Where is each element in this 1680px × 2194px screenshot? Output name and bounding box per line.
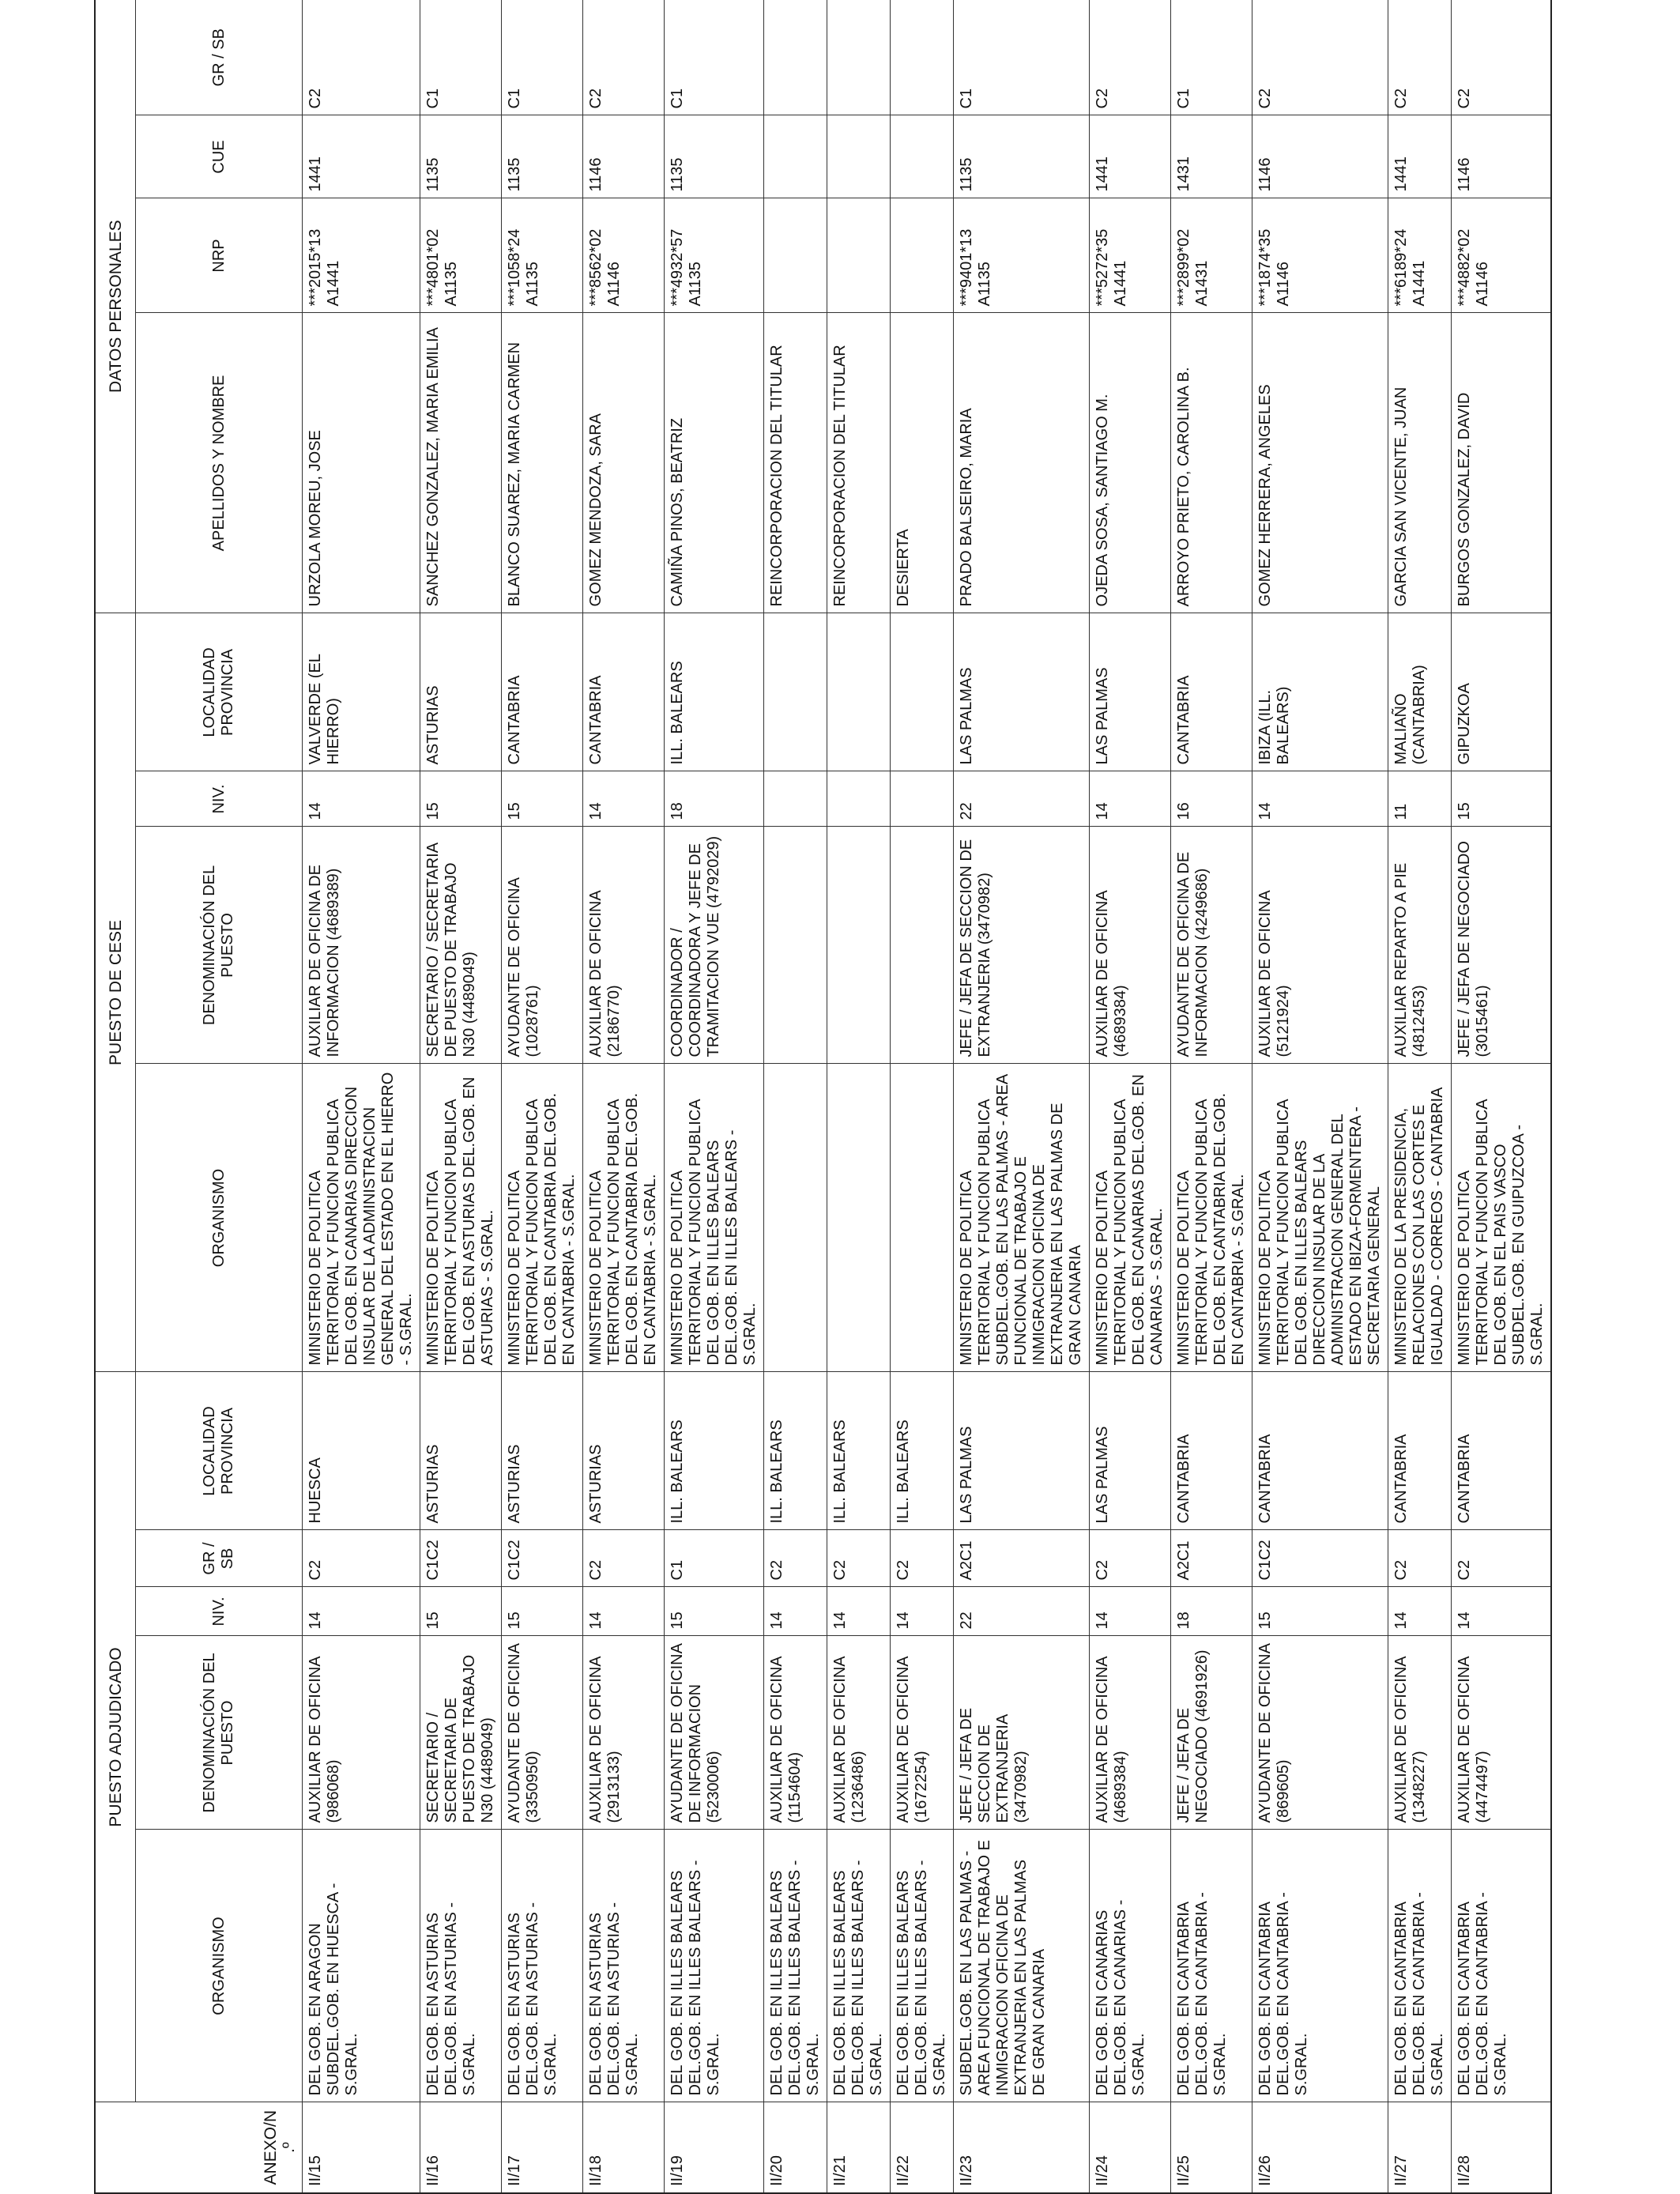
ces-organismo-cell: MINISTERIO DE POLITICA TERRITORIAL Y FUNCION PUBLICA SUBDEL.GOB. EN LAS PALMAS - AREA FUNCIONAL DE TRABAJO E INMIGRACION OFICINA DE EXTRANJERIA EN LAS PALMAS DE GRAN CANARIA bbox=[954, 1064, 1090, 1372]
cue-cell: 1135 bbox=[420, 115, 502, 198]
adj-localidad-cell: ILL. BALEARS bbox=[665, 1372, 764, 1530]
adj-niv-cell: 14 bbox=[764, 1587, 827, 1636]
adj-localidad-cell: ILL. BALEARS bbox=[891, 1372, 954, 1530]
table-row bbox=[827, 0, 891, 2193]
rotated-table-container bbox=[94, 0, 1546, 2194]
ces-niv-header: NIV. bbox=[136, 771, 303, 827]
ces-localidad-cell: CANTABRIA bbox=[502, 613, 583, 771]
anexo-cell: II/23 bbox=[954, 2102, 1090, 2193]
nrp-cell bbox=[891, 198, 954, 313]
ces-denominacion-cell: AYUDANTE DE OFICINA DE INFORMACION (4249686) bbox=[1171, 827, 1252, 1064]
ces-niv-cell: 14 bbox=[1252, 771, 1388, 827]
adj-organismo-cell: DEL GOB. EN CANTABRIA DEL.GOB. EN CANTABRIA - S.GRAL. bbox=[1452, 1830, 1552, 2102]
cue-cell: 1135 bbox=[954, 115, 1090, 198]
ces-denominacion-cell bbox=[827, 827, 891, 1064]
adj-niv-cell: 18 bbox=[1171, 1587, 1252, 1636]
apellidos-nombre-cell: CAMIÑA PINOS, BEATRIZ bbox=[665, 313, 764, 613]
ces-organismo-cell: MINISTERIO DE POLITICA TERRITORIAL Y FUNCION PUBLICA DEL GOB. EN ASTURIAS DEL.GOB. EN ASTURIAS - S.GRAL. bbox=[420, 1064, 502, 1372]
adj-grsb-cell: C1C2 bbox=[502, 1530, 583, 1587]
ces-organismo-cell: MINISTERIO DE POLITICA TERRITORIAL Y FUNCION PUBLICA DEL GOB. EN CANARIAS DEL.GOB. EN CANARIAS - S.GRAL. bbox=[1090, 1064, 1171, 1372]
ces-niv-cell: 15 bbox=[1452, 771, 1552, 827]
adj-niv-cell: 15 bbox=[420, 1587, 502, 1636]
resolution-table bbox=[94, 0, 1552, 2194]
ces-localidad-cell: IBIZA (ILL. BALEARS) bbox=[1252, 613, 1388, 771]
nrp-cell bbox=[827, 198, 891, 313]
adj-grsb-cell: C2 bbox=[764, 1530, 827, 1587]
ces-denominacion-cell: AUXILIAR REPARTO A PIE (4812453) bbox=[1388, 827, 1452, 1064]
adj-organismo-cell: DEL GOB. EN ILLES BALEARS DEL.GOB. EN ILLES BALEARS - S.GRAL. bbox=[827, 1830, 891, 2102]
adj-organismo-cell: DEL GOB. EN ASTURIAS DEL.GOB. EN ASTURIAS - S.GRAL. bbox=[583, 1830, 665, 2102]
anexo-cell: II/26 bbox=[1252, 2102, 1388, 2193]
apellidos-nombre-header: APELLIDOS Y NOMBRE bbox=[136, 313, 303, 613]
grsb-cell: C1 bbox=[420, 0, 502, 115]
grsb-cell bbox=[764, 0, 827, 115]
ces-organismo-cell: MINISTERIO DE POLITICA TERRITORIAL Y FUNCION PUBLICA DEL GOB. EN ILLES BALEARS DIRECCION INSULAR DE LA ADMINISTRACION GENERAL DEL ESTADO EN IBIZA-FORMENTERA - SECRETARIA GENERAL bbox=[1252, 1064, 1388, 1372]
ces-organismo-cell: MINISTERIO DE POLITICA TERRITORIAL Y FUNCION PUBLICA DEL GOB. EN CANTABRIA DEL.GOB. EN CANTABRIA - S.GRAL. bbox=[1171, 1064, 1252, 1372]
adj-denominacion-cell: JEFE / JEFA DE NEGOCIADO (4691926) bbox=[1171, 1636, 1252, 1830]
adj-niv-cell: 14 bbox=[303, 1587, 420, 1636]
adj-localidad-cell: ASTURIAS bbox=[502, 1372, 583, 1530]
anexo-cell: II/22 bbox=[891, 2102, 954, 2193]
ces-localidad-cell bbox=[891, 613, 954, 771]
apellidos-nombre-cell: GOMEZ MENDOZA, SARA bbox=[583, 313, 665, 613]
nrp-cell: ***2015*13 A1441 bbox=[303, 198, 420, 313]
grsb-cell: C1 bbox=[665, 0, 764, 115]
adj-niv-cell: 15 bbox=[502, 1587, 583, 1636]
ces-organismo-cell: MINISTERIO DE POLITICA TERRITORIAL Y FUNCION PUBLICA DEL GOB. EN CANTABRIA DEL.GOB. EN CANTABRIA - S.GRAL. bbox=[583, 1064, 665, 1372]
ces-niv-cell bbox=[827, 771, 891, 827]
ces-localidad-header: LOCALIDAD PROVINCIA bbox=[136, 613, 303, 771]
adj-localidad-cell: ASTURIAS bbox=[583, 1372, 665, 1530]
grsb-cell: C2 bbox=[1452, 0, 1552, 115]
apellidos-nombre-cell: OJEDA SOSA, SANTIAGO M. bbox=[1090, 313, 1171, 613]
apellidos-nombre-cell: URZOLA MOREU, JOSE bbox=[303, 313, 420, 613]
cue-cell: 1146 bbox=[1252, 115, 1388, 198]
adj-organismo-cell: DEL GOB. EN CANTABRIA DEL.GOB. EN CANTABRIA - S.GRAL. bbox=[1388, 1830, 1452, 2102]
anexo-cell: II/28 bbox=[1452, 2102, 1552, 2193]
anexo-cell: II/21 bbox=[827, 2102, 891, 2193]
anexo-cell: II/17 bbox=[502, 2102, 583, 2193]
cue-cell: 1135 bbox=[502, 115, 583, 198]
apellidos-nombre-cell: PRADO BALSEIRO, MARIA bbox=[954, 313, 1090, 613]
grsb-cell: C2 bbox=[303, 0, 420, 115]
nrp-cell: ***1058*24 A1135 bbox=[502, 198, 583, 313]
adj-niv-header: NIV. bbox=[136, 1587, 303, 1636]
adj-denominacion-cell: AUXILIAR DE OFICINA (2913133) bbox=[583, 1636, 665, 1830]
grsb-cell: C1 bbox=[1171, 0, 1252, 115]
adj-grsb-cell: A2C1 bbox=[1171, 1530, 1252, 1587]
apellidos-nombre-cell: REINCORPORACION DEL TITULAR bbox=[827, 313, 891, 613]
ces-organismo-cell: MINISTERIO DE POLITICA TERRITORIAL Y FUNCION PUBLICA DEL GOB. EN CANTABRIA DEL.GOB. EN CANTABRIA - S.GRAL. bbox=[502, 1064, 583, 1372]
nrp-cell bbox=[764, 198, 827, 313]
anexo-cell: II/19 bbox=[665, 2102, 764, 2193]
adj-denominacion-cell: AUXILIAR DE OFICINA (4689384) bbox=[1090, 1636, 1171, 1830]
adj-niv-cell: 14 bbox=[583, 1587, 665, 1636]
grsb-cell: C2 bbox=[1388, 0, 1452, 115]
ces-localidad-cell: MALIAÑO (CANTABRIA) bbox=[1388, 613, 1452, 771]
cue-cell: 1146 bbox=[583, 115, 665, 198]
adj-grsb-cell: C2 bbox=[583, 1530, 665, 1587]
adj-denominacion-cell: AUXILIAR DE OFICINA (986068) bbox=[303, 1636, 420, 1830]
adj-denominacion-cell: AUXILIAR DE OFICINA (1348227) bbox=[1388, 1636, 1452, 1830]
adj-grsb-cell: C2 bbox=[1388, 1530, 1452, 1587]
adj-organismo-cell: DEL GOB. EN ASTURIAS DEL.GOB. EN ASTURIAS - S.GRAL. bbox=[420, 1830, 502, 2102]
adj-organismo-cell: DEL GOB. EN ILLES BALEARS DEL.GOB. EN ILLES BALEARS - S.GRAL. bbox=[891, 1830, 954, 2102]
grsb-cell bbox=[891, 0, 954, 115]
anexo-cell: II/15 bbox=[303, 2102, 420, 2193]
adj-niv-cell: 14 bbox=[1452, 1587, 1552, 1636]
ces-localidad-cell bbox=[827, 613, 891, 771]
grsb-cell: C1 bbox=[502, 0, 583, 115]
adj-organismo-header: ORGANISMO bbox=[136, 1830, 303, 2102]
adj-niv-cell: 14 bbox=[827, 1587, 891, 1636]
adj-niv-cell: 15 bbox=[1252, 1587, 1388, 1636]
adj-localidad-cell: CANTABRIA bbox=[1388, 1372, 1452, 1530]
table-row bbox=[1452, 0, 1552, 2193]
puesto-adjudicado-header: PUESTO ADJUDICADO bbox=[95, 1372, 136, 2102]
nrp-header: NRP bbox=[136, 198, 303, 313]
adj-denominacion-cell: AUXILIAR DE OFICINA (4474497) bbox=[1452, 1636, 1552, 1830]
cue-cell: 1146 bbox=[1452, 115, 1552, 198]
table-row bbox=[583, 0, 665, 2193]
adj-niv-cell: 14 bbox=[1090, 1587, 1171, 1636]
nrp-cell: ***1874*35 A1146 bbox=[1252, 198, 1388, 313]
ces-localidad-cell: GIPUZKOA bbox=[1452, 613, 1552, 771]
table-row bbox=[891, 0, 954, 2193]
ces-organismo-cell: MINISTERIO DE POLITICA TERRITORIAL Y FUNCION PUBLICA DEL GOB. EN ILLES BALEARS DEL.GOB. EN ILLES BALEARS - S.GRAL. bbox=[665, 1064, 764, 1372]
apellidos-nombre-cell: BURGOS GONZALEZ, DAVID bbox=[1452, 313, 1552, 613]
table-row bbox=[420, 0, 502, 2193]
adj-grsb-cell: C1C2 bbox=[1252, 1530, 1388, 1587]
apellidos-nombre-cell: GARCIA SAN VICENTE, JUAN bbox=[1388, 313, 1452, 613]
ces-localidad-cell: ASTURIAS bbox=[420, 613, 502, 771]
adj-organismo-cell: DEL GOB. EN ASTURIAS DEL.GOB. EN ASTURIAS - S.GRAL. bbox=[502, 1830, 583, 2102]
table-row bbox=[1171, 0, 1252, 2193]
table-row bbox=[502, 0, 583, 2193]
ces-denominacion-cell: JEFE / JEFA DE NEGOCIADO (3015461) bbox=[1452, 827, 1552, 1064]
nrp-cell: ***5272*35 A1441 bbox=[1090, 198, 1171, 313]
nrp-cell: ***8562*02 A1146 bbox=[583, 198, 665, 313]
adj-niv-cell: 14 bbox=[891, 1587, 954, 1636]
adj-denominacion-cell: AUXILIAR DE OFICINA (1236486) bbox=[827, 1636, 891, 1830]
table-row bbox=[1388, 0, 1452, 2193]
ces-niv-cell: 14 bbox=[1090, 771, 1171, 827]
ces-localidad-cell: LAS PALMAS bbox=[954, 613, 1090, 771]
nrp-cell: ***4882*02 A1146 bbox=[1452, 198, 1552, 313]
adj-localidad-header: LOCALIDAD PROVINCIA bbox=[136, 1372, 303, 1530]
adj-denominacion-cell: SECRETARIO / SECRETARIA DE PUESTO DE TRABAJO N30 (4489049) bbox=[420, 1636, 502, 1830]
adj-grsb-cell: C2 bbox=[303, 1530, 420, 1587]
apellidos-nombre-cell: BLANCO SUAREZ, MARIA CARMEN bbox=[502, 313, 583, 613]
apellidos-nombre-cell: ARROYO PRIETO, CAROLINA B. bbox=[1171, 313, 1252, 613]
adj-denominacion-cell: AYUDANTE DE OFICINA DE INFORMACION (5230006) bbox=[665, 1636, 764, 1830]
ces-denominacion-header: DENOMINACIÓN DEL PUESTO bbox=[136, 827, 303, 1064]
nrp-cell: ***4932*57 A1135 bbox=[665, 198, 764, 313]
ces-organismo-cell bbox=[891, 1064, 954, 1372]
anexo-header: ANEXO/N.º bbox=[95, 2102, 303, 2193]
ces-localidad-cell: CANTABRIA bbox=[1171, 613, 1252, 771]
cue-cell bbox=[891, 115, 954, 198]
ces-denominacion-cell: AUXILIAR DE OFICINA (2186770) bbox=[583, 827, 665, 1064]
ces-niv-cell: 15 bbox=[420, 771, 502, 827]
table-row bbox=[954, 0, 1090, 2193]
cue-cell bbox=[827, 115, 891, 198]
ces-niv-cell: 11 bbox=[1388, 771, 1452, 827]
ces-localidad-cell: ILL. BALEARS bbox=[665, 613, 764, 771]
nrp-cell: ***6189*24 A1441 bbox=[1388, 198, 1452, 313]
ces-niv-cell: 18 bbox=[665, 771, 764, 827]
anexo-cell: II/18 bbox=[583, 2102, 665, 2193]
adj-denominacion-cell: AYUDANTE DE OFICINA (3350950) bbox=[502, 1636, 583, 1830]
adj-localidad-cell: LAS PALMAS bbox=[1090, 1372, 1171, 1530]
grsb-cell: C1 bbox=[954, 0, 1090, 115]
table-row bbox=[665, 0, 764, 2193]
adj-grsb-cell: C2 bbox=[1452, 1530, 1552, 1587]
adj-localidad-cell: ILL. BALEARS bbox=[764, 1372, 827, 1530]
cue-cell: 1441 bbox=[1090, 115, 1171, 198]
ces-organismo-cell bbox=[764, 1064, 827, 1372]
adj-grsb-header: GR / SB bbox=[136, 1530, 303, 1587]
grsb-cell: C2 bbox=[1252, 0, 1388, 115]
ces-niv-cell: 14 bbox=[303, 771, 420, 827]
cue-header: CUE bbox=[136, 115, 303, 198]
adj-grsb-cell: C2 bbox=[1090, 1530, 1171, 1587]
adj-grsb-cell: C1C2 bbox=[420, 1530, 502, 1587]
adj-localidad-cell: CANTABRIA bbox=[1252, 1372, 1388, 1530]
grsb-cell: C2 bbox=[1090, 0, 1171, 115]
cue-cell: 1135 bbox=[665, 115, 764, 198]
ces-niv-cell bbox=[891, 771, 954, 827]
adj-niv-cell: 15 bbox=[665, 1587, 764, 1636]
adj-denominacion-cell: AYUDANTE DE OFICINA (869605) bbox=[1252, 1636, 1388, 1830]
ces-organismo-cell: MINISTERIO DE POLITICA TERRITORIAL Y FUNCION PUBLICA DEL GOB. EN CANARIAS DIRECCION INSULAR DE LA ADMINISTRACION GENERAL DEL ESTADO EN EL HIERRO - S.GRAL. bbox=[303, 1064, 420, 1372]
anexo-cell: II/24 bbox=[1090, 2102, 1171, 2193]
ces-denominacion-cell bbox=[891, 827, 954, 1064]
anexo-cell: II/27 bbox=[1388, 2102, 1452, 2193]
anexo-cell: II/25 bbox=[1171, 2102, 1252, 2193]
anexo-cell: II/20 bbox=[764, 2102, 827, 2193]
anexo-cell: II/16 bbox=[420, 2102, 502, 2193]
apellidos-nombre-cell: GOMEZ HERRERA, ANGELES bbox=[1252, 313, 1388, 613]
adj-grsb-cell: C1 bbox=[665, 1530, 764, 1587]
adj-denominacion-cell: JEFE / JEFA DE SECCION DE EXTRANJERIA (3470982) bbox=[954, 1636, 1090, 1830]
adj-organismo-cell: DEL GOB. EN ILLES BALEARS DEL.GOB. EN ILLES BALEARS - S.GRAL. bbox=[764, 1830, 827, 2102]
ces-denominacion-cell: AUXILIAR DE OFICINA DE INFORMACION (4689389) bbox=[303, 827, 420, 1064]
adj-denominacion-cell: AUXILIAR DE OFICINA (1672254) bbox=[891, 1636, 954, 1830]
ces-organismo-cell: MINISTERIO DE POLITICA TERRITORIAL Y FUNCION PUBLICA DEL GOB. EN EL PAIS VASCO SUBDEL.GOB. EN GUIPUZCOA - S.GRAL. bbox=[1452, 1064, 1552, 1372]
ces-localidad-cell bbox=[764, 613, 827, 771]
adj-localidad-cell: CANTABRIA bbox=[1171, 1372, 1252, 1530]
adj-organismo-cell: DEL GOB. EN CANTABRIA DEL.GOB. EN CANTABRIA - S.GRAL. bbox=[1171, 1830, 1252, 2102]
cue-cell: 1441 bbox=[303, 115, 420, 198]
cue-cell: 1441 bbox=[1388, 115, 1452, 198]
ces-organismo-cell: MINISTERIO DE LA PRESIDENCIA, RELACIONES CON LAS CORTES E IGUALDAD - CORREOS - CANTABRIA bbox=[1388, 1064, 1452, 1372]
ces-denominacion-cell bbox=[764, 827, 827, 1064]
apellidos-nombre-cell: SANCHEZ GONZALEZ, MARIA EMILIA bbox=[420, 313, 502, 613]
adj-organismo-cell: DEL GOB. EN CANARIAS DEL.GOB. EN CANARIAS - S.GRAL. bbox=[1090, 1830, 1171, 2102]
ces-niv-cell: 22 bbox=[954, 771, 1090, 827]
table-row bbox=[303, 0, 420, 2193]
grsb-cell: C2 bbox=[583, 0, 665, 115]
ces-localidad-cell: CANTABRIA bbox=[583, 613, 665, 771]
ces-denominacion-cell: AUXILIAR DE OFICINA (5121924) bbox=[1252, 827, 1388, 1064]
ces-localidad-cell: LAS PALMAS bbox=[1090, 613, 1171, 771]
ces-denominacion-cell: AUXILIAR DE OFICINA (4689384) bbox=[1090, 827, 1171, 1064]
adj-organismo-cell: SUBDEL.GOB. EN LAS PALMAS - AREA FUNCIONAL DE TRABAJO E INMIGRACION OFICINA DE EXTRANJERIA EN LAS PALMAS DE GRAN CANARIA bbox=[954, 1830, 1090, 2102]
adj-localidad-cell: ASTURIAS bbox=[420, 1372, 502, 1530]
datos-personales-header: DATOS PERSONALES bbox=[95, 0, 136, 613]
apellidos-nombre-cell: REINCORPORACION DEL TITULAR bbox=[764, 313, 827, 613]
adj-localidad-cell: HUESCA bbox=[303, 1372, 420, 1530]
adj-organismo-cell: DEL GOB. EN CANTABRIA DEL.GOB. EN CANTABRIA - S.GRAL. bbox=[1252, 1830, 1388, 2102]
nrp-cell: ***2899*02 A1431 bbox=[1171, 198, 1252, 313]
ces-niv-cell: 16 bbox=[1171, 771, 1252, 827]
ces-niv-cell: 15 bbox=[502, 771, 583, 827]
ces-niv-cell: 14 bbox=[583, 771, 665, 827]
table-row bbox=[1252, 0, 1388, 2193]
table-row bbox=[1090, 0, 1171, 2193]
grsb-cell bbox=[827, 0, 891, 115]
adj-organismo-cell: DEL GOB. EN ILLES BALEARS DEL.GOB. EN ILLES BALEARS - S.GRAL. bbox=[665, 1830, 764, 2102]
grsb-header: GR / SB bbox=[136, 0, 303, 115]
ces-localidad-cell: VALVERDE (EL HIERRO) bbox=[303, 613, 420, 771]
adj-organismo-cell: DEL GOB. EN ARAGON SUBDEL.GOB. EN HUESCA - S.GRAL. bbox=[303, 1830, 420, 2102]
adj-localidad-cell: CANTABRIA bbox=[1452, 1372, 1552, 1530]
ces-niv-cell bbox=[764, 771, 827, 827]
cue-cell bbox=[764, 115, 827, 198]
puesto-cese-header: PUESTO DE CESE bbox=[95, 613, 136, 1372]
adj-grsb-cell: C2 bbox=[827, 1530, 891, 1587]
adj-localidad-cell: ILL. BALEARS bbox=[827, 1372, 891, 1530]
adj-localidad-cell: LAS PALMAS bbox=[954, 1372, 1090, 1530]
adj-denominacion-header: DENOMINACIÓN DEL PUESTO bbox=[136, 1636, 303, 1830]
ces-denominacion-cell: COORDINADOR / COORDINADORA Y JEFE DE TRAMITACION VUE (4792029) bbox=[665, 827, 764, 1064]
adj-grsb-cell: C2 bbox=[891, 1530, 954, 1587]
table-row bbox=[764, 0, 827, 2193]
apellidos-nombre-cell: DESIERTA bbox=[891, 313, 954, 613]
adj-denominacion-cell: AUXILIAR DE OFICINA (1154604) bbox=[764, 1636, 827, 1830]
ces-organismo-cell bbox=[827, 1064, 891, 1372]
nrp-cell: ***4801*02 A1135 bbox=[420, 198, 502, 313]
ces-denominacion-cell: AYUDANTE DE OFICINA (1028761) bbox=[502, 827, 583, 1064]
adj-niv-cell: 22 bbox=[954, 1587, 1090, 1636]
adj-niv-cell: 14 bbox=[1388, 1587, 1452, 1636]
adj-grsb-cell: A2C1 bbox=[954, 1530, 1090, 1587]
ces-denominacion-cell: SECRETARIO / SECRETARIA DE PUESTO DE TRABAJO N30 (4489049) bbox=[420, 827, 502, 1064]
nrp-cell: ***9401*13 A1135 bbox=[954, 198, 1090, 313]
cue-cell: 1431 bbox=[1171, 115, 1252, 198]
ces-organismo-header: ORGANISMO bbox=[136, 1064, 303, 1372]
ces-denominacion-cell: JEFE / JEFA DE SECCION DE EXTRANJERIA (3470982) bbox=[954, 827, 1090, 1064]
